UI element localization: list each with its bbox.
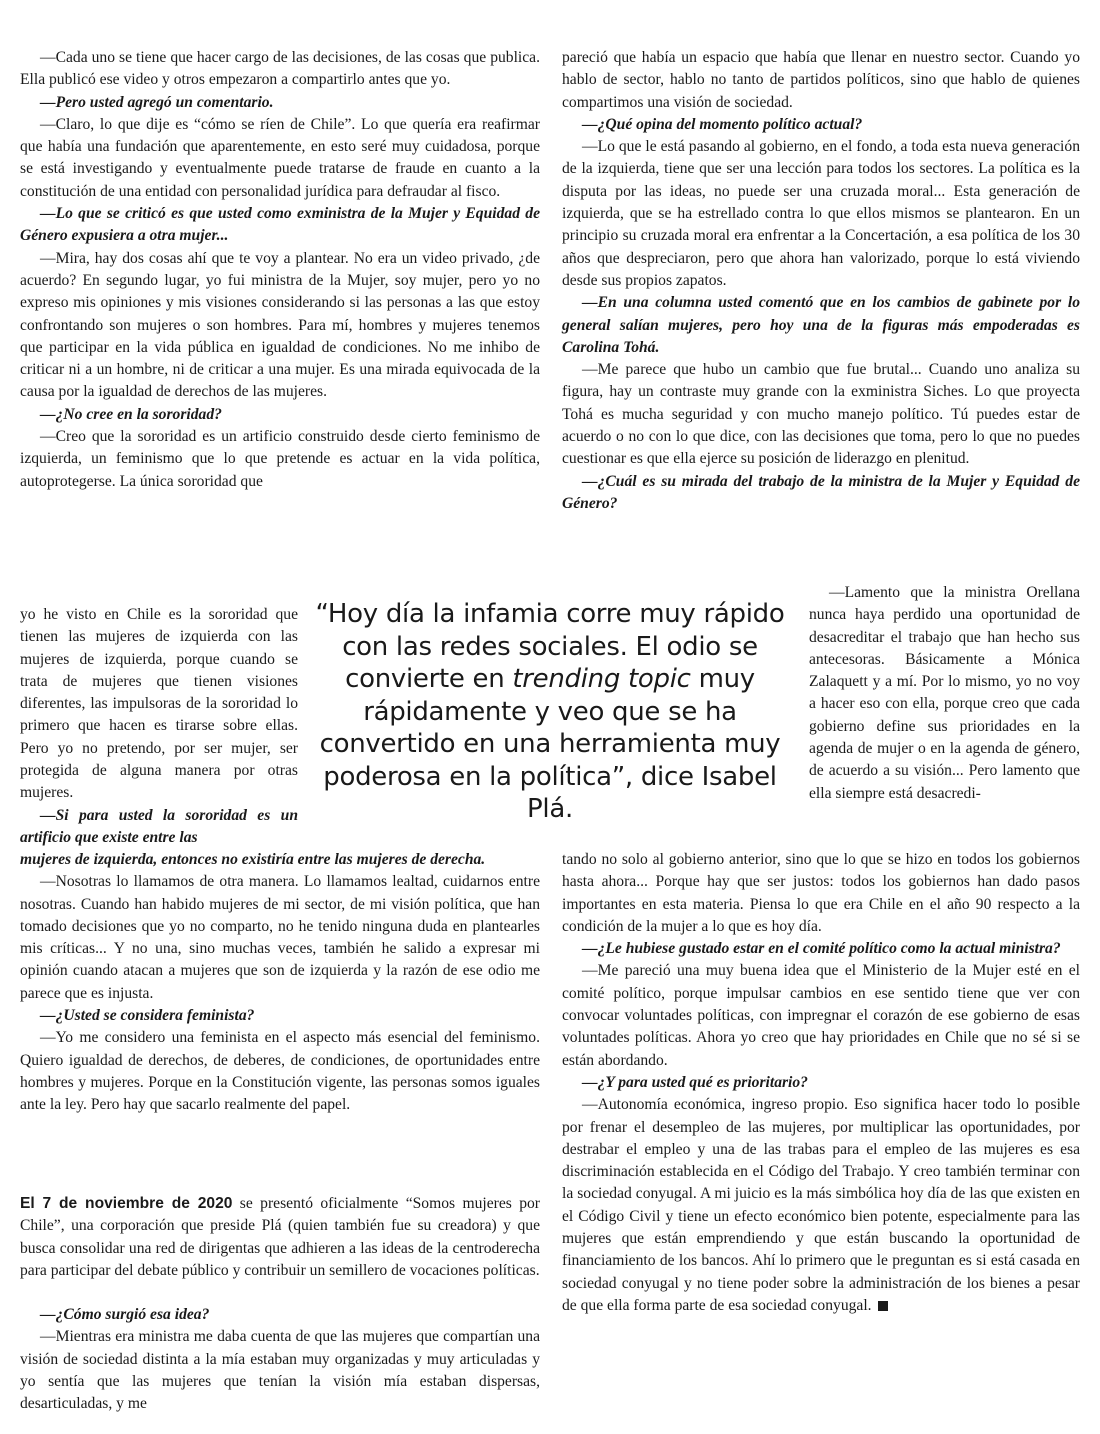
interview-answer: —Mientras era ministra me daba cuenta de que las mujeres que compartían una visión de sociedad distinta a la mía estaban muy organizadas y muy articuladas y yo sentía que las mujeres que tenían la visión mía estaban dispersas, desarticuladas, y me xyxy=(20,1328,540,1413)
pull-quote-text-2: muy rápidamente y veo que se ha convertido en una herramienta muy poderosa en la política”, dice Isabel Plá. xyxy=(319,664,781,824)
interview-answer: tando no solo al gobierno anterior, sino que lo que se hizo en todos los gobiernos hasta ahora... Porque hay que ser justos: todos los gobiernos han dado pasos importantes en esta materia. Piensa lo que era Chile en el año 90 respecto a la condición de la mujer a lo que es hoy día. xyxy=(562,851,1080,935)
section-intro xyxy=(20,1193,540,1282)
interview-answer: —Me pareció una muy buena idea que el Ministerio de la Mujer esté en el comité político, porque impulsar cambios en ese sentido tiene que ver con convocar voluntades políticas, con impregnar el corazón de ese gobierno de esas voluntades políticas. Ahora yo creo que hay prioridades en Chile que no sé si se están abordando. xyxy=(562,962,1080,1069)
interview-answer: —Cada uno se tiene que hacer cargo de las decisiones, de las cosas que publica. Ella publicó ese video y otros empezaron a compartirlo antes que yo. xyxy=(20,49,540,89)
interview-answer: yo he visto en Chile es la sororidad que tienen las mujeres de izquierda con las mujeres de izquierda, porque cuando se trata de mujeres que tienen visiones diferentes, las impulsoras de la sororidad lo primero que hacen es tirarse sobre ellas. Pero yo no pretendo, por ser mujer, ser protegida de alguna manera por otras mujeres. xyxy=(20,606,298,802)
interview-question: mujeres de izquierda, entonces no existiría entre las mujeres de derecha. xyxy=(20,851,486,868)
left-column-narrow xyxy=(20,604,298,849)
right-column-narrow xyxy=(809,582,1080,805)
interview-question: —¿Cuál es su mirada del trabajo de la ministra de la Mujer y Equidad de Género? xyxy=(562,472,1080,512)
left-section xyxy=(20,1193,540,1282)
interview-question: —Lo que se criticó es que usted como exministra de la Mujer y Equidad de Género expusiera a otra mujer... xyxy=(20,205,540,245)
end-of-article-mark xyxy=(878,1301,888,1311)
interview-question: —¿No cree en la sororidad? xyxy=(40,405,222,423)
interview-question: —¿Qué opina del momento político actual? xyxy=(582,115,863,133)
section-lead: El 7 de noviembre de 2020 xyxy=(20,1195,233,1212)
interview-answer: —Me parece que hubo un cambio que fue brutal... Cuando uno analiza su figura, hay un contraste muy grande con la exministra Siches. Lo que proyecta Tohá es mucha seguridad y con mucho manejo político. Tú puedes estar de acuerdo o no con lo que dice, con las decisiones que toma, pero lo que no puedes cuestionar es que ella ejerce su posición de liderazgo en plenitud. xyxy=(562,361,1080,468)
left-column-end xyxy=(20,1304,540,1415)
interview-question: —Pero usted agregó un comentario. xyxy=(40,93,274,111)
interview-question: —¿Le hubiese gustado estar en el comité político como la actual ministra? xyxy=(582,940,1061,958)
left-column-top xyxy=(20,47,540,493)
interview-question: —Si para usted la sororidad es un artificio que existe entre las xyxy=(20,806,298,846)
interview-answer: —Mira, hay dos cosas ahí que te voy a plantear. No era un video privado, ¿de acuerdo? En segundo lugar, yo fui ministra de la Mujer, soy mujer, pero yo no expreso mis opiniones y mis visiones considerando si las personas a las que estoy confrontando son mujeres o son hombres. Para mí, hombres y mujeres tenemos que participar en la vida pública en igualdad de condiciones. No me inhibo de criticar ni a un hombre, ni de criticar a una mujer. Es una mirada equivocada de la causa por la igualdad de derechos de las mujeres. xyxy=(20,249,540,401)
interview-answer: —Claro, lo que dije es “cómo se ríen de Chile”. Lo que quería era reafirmar que había una fundación que aparentemente, en esto seré muy cuidadosa, porque se está investigando y eventualmente puede tratarse de fraude en cuanto a la constitución de una entidad con personalidad jurídica para defraudar al fisco. xyxy=(20,115,540,200)
pull-quote-text-1: “Hoy día la infamia corre muy rápido con las redes sociales. El odio se convierte en xyxy=(315,599,785,694)
right-column-top xyxy=(562,47,1080,515)
interview-question: —¿Y para usted qué es prioritario? xyxy=(582,1073,808,1091)
interview-answer: —Autonomía económica, ingreso propio. Eso significa hacer todo lo posible por frenar el desempleo de las mujeres, por multiplicar las oportunidades, por destrabar el empleo y una de las trabas para el empleo de las mujeres es esa discriminación establecida en el Código del Trabajo. Y creo también terminar con la sociedad conyugal. A mi juicio es la más simbólica hoy día de las que existen en el Código Civil y tiene un efecto económico bien potente, especialmente para las mujeres que están emprendiendo y que están buscando la oportunidad de financiamiento de los bancos. Ahí lo primero que le preguntan es si está casada en sociedad conyugal y no tiene poder sobre la administración de los bienes a pesar de que ella forma parte de esa sociedad conyugal. xyxy=(562,1096,1080,1314)
interview-answer: —Lamento que la ministra Orellana nunca haya perdido una oportunidad de desacreditar el trabajo que han hecho sus antecesoras. Básicamente a Mónica Zalaquett y a mí. Por lo mismo, yo no voy a hacer eso con ella, porque creo que cada gobierno define sus prioridades en la agenda de mujer o en la agenda de género, de acuerdo a su visión... Pero lamento que ella siempre está desacredi- xyxy=(809,584,1080,802)
interview-question: —¿Cómo surgió esa idea? xyxy=(40,1306,210,1323)
interview-answer: —Lo que le está pasando al gobierno, en el fondo, a toda esta nueva generación de la izquierda, tiene que ser una lección para todos los sectores. La política es la disputa por las ideas, no puede ser una cruzada moral... Esta generación de izquierda, que se ha estrellado contra lo que ellos mismos se plantearon. En un principio su cruzada moral era enfrentar a la Concertación, a esa política de los 30 años que despreciaron, pero que ahora han valorizado, porque lo está viviendo desde sus propios zapatos. xyxy=(562,138,1080,289)
section-intro-text: se presentó oficialmente “Somos mujeres por Chile”, una corporación que preside Plá (quien también fue su creadora) y que busca consolidar una red de dirigentas que adhieren a las ideas de la centroderecha para participar del debate público y contribuir un semillero de vocaciones políticas. xyxy=(20,1195,540,1279)
pull-quote xyxy=(312,598,788,826)
pull-quote-emphasis: trending topic xyxy=(512,664,691,694)
left-column-bottom xyxy=(20,849,540,1117)
interview-question: —¿Usted se considera feminista? xyxy=(40,1007,255,1025)
interview-answer: —Creo que la sororidad es un artificio construido desde cierto feminismo de izquierda, un feminismo que lo que pretende es actuar en la vida política, autoprotegerse. La única sororidad que xyxy=(20,428,540,490)
right-column-bottom xyxy=(562,849,1080,1317)
interview-answer: pareció que había un espacio que había que llenar en nuestro sector. Cuando yo hablo de sector, hablo no tanto de partidos políticos, sino que hablo de quienes compartimos una visión de sociedad. xyxy=(562,49,1080,111)
interview-answer: —Yo me considero una feminista en el aspecto más esencial del feminismo. Quiero igualdad de derechos, de deberes, de condiciones, de oportunidades entre hombres y mujeres. Porque en la Constitución vigente, las personas somos iguales ante la ley. Pero hay que sacarlo realmente del papel. xyxy=(20,1029,540,1114)
interview-answer: —Nosotras lo llamamos de otra manera. Lo llamamos lealtad, cuidarnos entre nosotras. Cuando han habido mujeres de mi sector, de mi visión política, que han tomado decisiones que yo no comparto, no he tenido ninguna duda en plantearles mis críticas... Y no una, sino muchas veces, también he salido a expresar mi opinión cuando atacan a mujeres que son de izquierda y la razón de ese odio me parece que es injusta. xyxy=(20,873,540,1002)
interview-question: —En una columna usted comentó que en los cambios de gabinete por lo general salían mujeres, pero hoy una de la figuras más empoderadas es Carolina Tohá. xyxy=(562,294,1080,356)
